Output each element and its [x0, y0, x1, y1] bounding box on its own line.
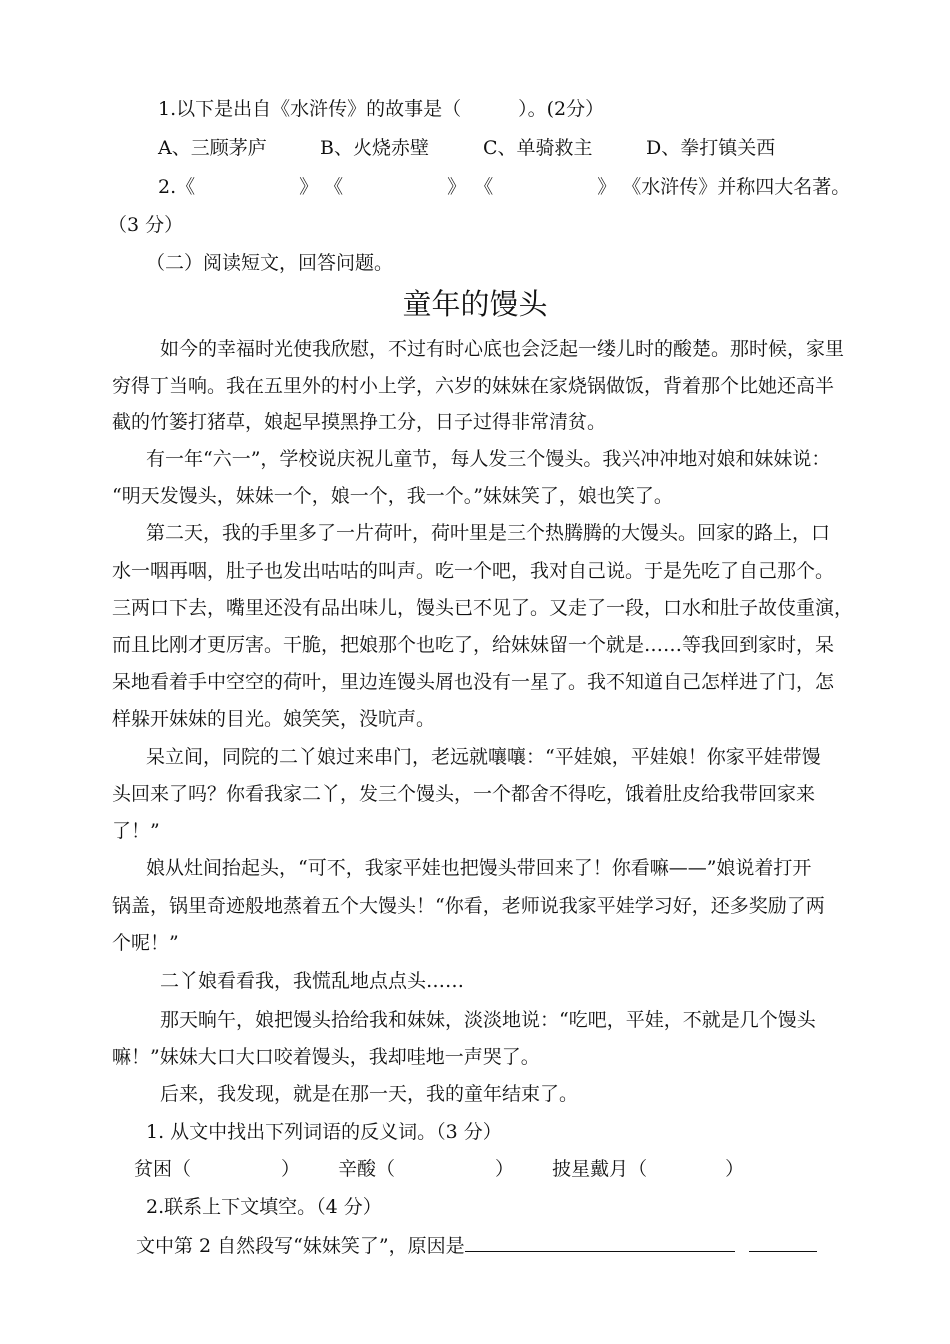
story-line: 娘从灶间抬起头，“可不，我家平娃也把馒头带回来了！你看嘛——”娘说着打开 [146, 857, 812, 879]
q2-close-1: 》 [299, 176, 319, 198]
q2-close-3: 》 [597, 176, 617, 198]
story-line: 第二天，我的手里多了一片荷叶，荷叶里是三个热腾腾的大馒头。回家的路上，口 [146, 522, 831, 544]
question-1-options [158, 136, 775, 160]
reading-question-1: 1. 从文中找出下列词语的反义词。（3 分） [146, 1121, 502, 1143]
story-line: 水一咽再咽，肚子也发出咕咕的叫声。吃一个吧，我对自己说。于是先吃了自己那个。 [112, 560, 835, 582]
story-line: 头回来了吗？你看我家二丫，发三个馒头，一个都舍不得吃，饿着肚皮给我带回家来 [112, 783, 816, 805]
word-1: 贫困（ [134, 1158, 192, 1180]
story-line: 如今的幸福时光使我欣慰，不过有时心底也会泛起一缕儿时的酸楚。那时候，家里 [160, 338, 845, 360]
story-line: 样躲开妹妹的目光。娘笑笑，没吭声。 [112, 708, 436, 730]
q2-open-2: 《 [324, 176, 344, 198]
reading-question-2: 2.联系上下文填空。（4 分） [146, 1196, 382, 1218]
word-1-close: ） [281, 1158, 301, 1180]
story-title: 童年的馒头 [402, 287, 548, 321]
question-1: 1.以下是出自《水浒传》的故事是（ ）。(2分） [158, 98, 605, 120]
story-line: 锅盖，锅里奇迹般地蒸着五个大馒头！“你看，老师说我家平娃学习好，还多奖励了两 [112, 895, 825, 917]
story-line: 呆地看着手中空空的荷叶，里边连馒头屑也没有一星了。我不知道自己怎样进了门，怎 [112, 671, 835, 693]
story-line: 了！” [112, 820, 160, 842]
section-2-heading: （二）阅读短文，回答问题。 [146, 252, 394, 274]
answer-line[interactable] [465, 1233, 735, 1252]
fill-in-row [136, 1233, 817, 1258]
story-line: 而且比刚才更厉害。干脆，把娘那个也吃了，给妹妹留一个就是……等我回到家时，呆 [112, 634, 835, 656]
option-b: B、火烧赤壁 [320, 137, 429, 159]
q2-score: （3 分） [108, 214, 184, 236]
q2-end: 《水浒传》并称四大名著。 [622, 176, 851, 198]
q2-open-1: 2.《 [158, 176, 196, 198]
story-line: 有一年“六一”，学校说庆祝儿童节，每人发三个馒头。我兴冲冲地对娘和妹妹说： [146, 448, 831, 470]
story-line: 三两口下去，嘴里还没有品出味儿，馒头已不见了。又走了一段，口水和肚子故伎重演， [112, 597, 854, 619]
fill-in-prompt: 文中第 2 自然段写“妹妹笑了”，原因是 [136, 1235, 465, 1257]
story-line: 二丫娘看看我，我慌乱地点点头…… [160, 970, 465, 992]
question-2 [158, 175, 850, 199]
word-3-close: ） [725, 1158, 745, 1180]
answer-line-2[interactable] [749, 1233, 817, 1252]
story-line: 个呢！” [112, 932, 179, 954]
word-2-close: ） [495, 1158, 515, 1180]
word-3: 披星戴月（ [552, 1158, 648, 1180]
story-line: 截的竹篓打猪草，娘起早摸黑挣工分，日子过得非常清贫。 [112, 411, 607, 433]
story-line: 呆立间，同院的二丫娘过来串门，老远就嚷嚷：“平娃娘，平娃娘！你家平娃带馒 [146, 746, 821, 768]
story-line: 穷得丁当响。我在五里外的村小上学，六岁的妹妹在家烧锅做饭，背着那个比她还高半 [112, 375, 835, 397]
story-line: “明天发馒头，妹妹一个，娘一个，我一个。”妹妹笑了，娘也笑了。 [112, 485, 673, 507]
story-line: 嘛！”妹妹大口大口咬着馒头，我却哇地一声哭了。 [112, 1046, 540, 1068]
q2-close-2: 》 [447, 176, 467, 198]
antonym-row [134, 1157, 744, 1181]
word-2: 辛酸（ [338, 1158, 396, 1180]
story-line: 那天晌午，娘把馒头拾给我和妹妹，淡淡地说：“吃吧，平娃，不就是几个馒头 [160, 1009, 816, 1031]
option-c: C、单骑救主 [483, 137, 593, 159]
story-line: 后来，我发现，就是在那一天，我的童年结束了。 [160, 1083, 579, 1105]
q2-open-3: 《 [474, 176, 494, 198]
option-d: D、拳打镇关西 [646, 137, 776, 159]
option-a: A、三顾茅庐 [158, 137, 267, 159]
